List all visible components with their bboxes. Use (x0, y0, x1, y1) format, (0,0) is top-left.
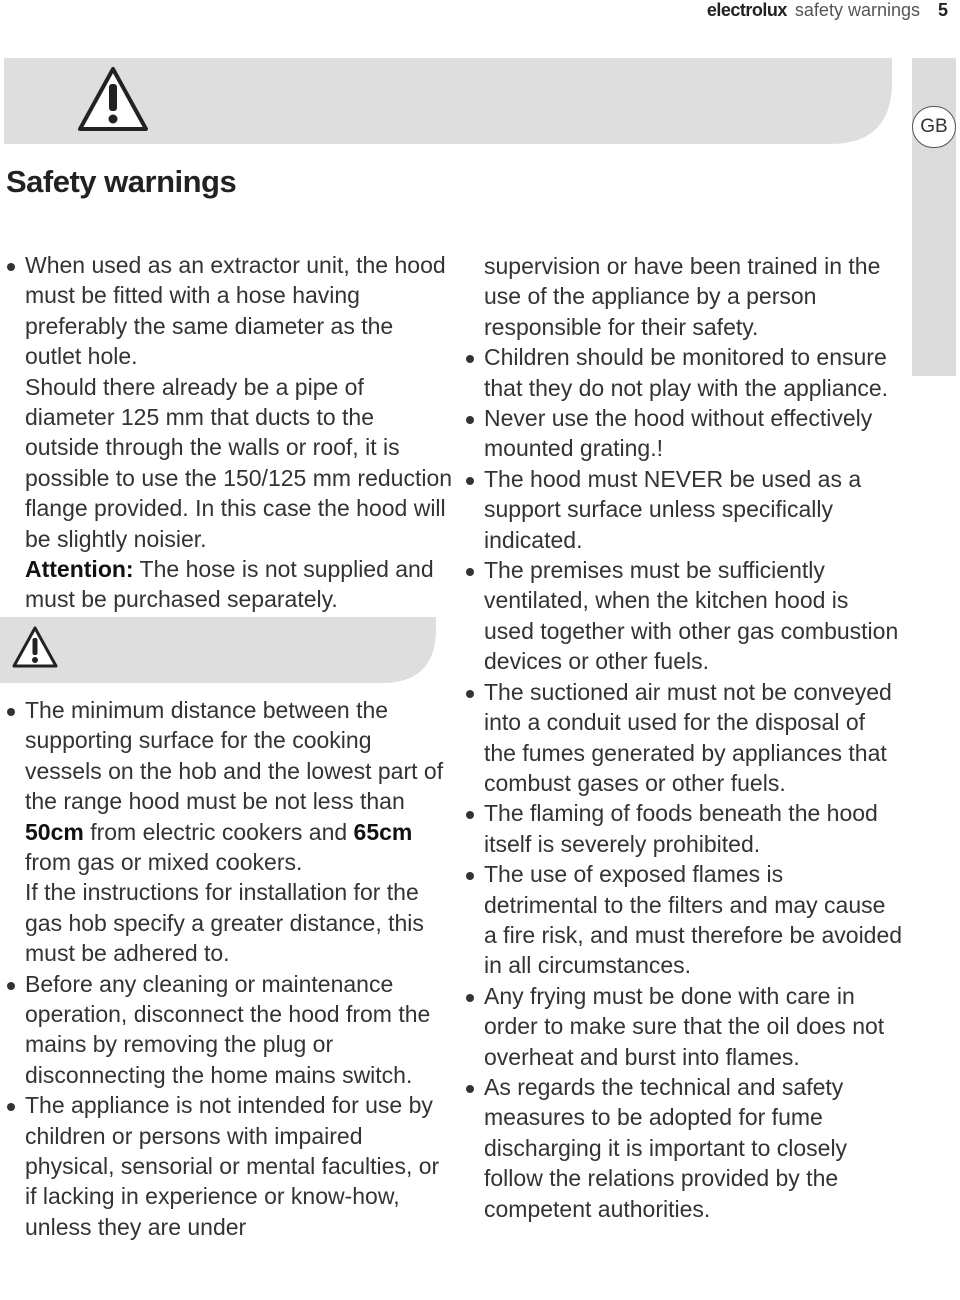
item-text: from electric cookers and (83, 818, 354, 845)
item-text: When used as an extractor unit, the hood must be fitted with a hose having preferably the same diameter as the outlet hole. (25, 252, 446, 370)
list-item: As regards the technical and safety measures to be adopted for fume discharging it is important to closely follow the relations provided by the competent authorities. (463, 1072, 903, 1224)
distance-gas: 65cm (353, 818, 413, 845)
language-badge: GB (912, 106, 956, 148)
warning-sub-banner (0, 617, 454, 697)
list-item: Before any cleaning or maintenance operation, disconnect the hood from the mains by removing the plug or disconnecting the home mains switch. (4, 969, 454, 1091)
list-item: The premises must be sufficiently ventilated, when the kitchen hood is used together with other gas combustion devices or other fuels. (463, 555, 903, 677)
item-text: If the instructions for installation for the gas hob specify a greater distance, this must be adhered to. (25, 879, 424, 967)
list-item: Never use the hood without effectively mounted grating.! (463, 403, 903, 464)
distance-electric: 50cm (25, 818, 84, 845)
list-item: The suctioned air must not be conveyed into a conduit used for the disposal of the fumes generated by appliances that combust gases or other fuels. (463, 677, 903, 799)
list-item: Any frying must be done with care in order to make sure that the oil does not overheat and burst into flames. (463, 981, 903, 1072)
attention-label: Attention: (25, 556, 134, 583)
item-text: Should there already be a pipe of diameter 125 mm that ducts to the outside through the walls or roof, it is possible to use the 150/125 mm reduction flange provided. In this case the hood will be slightly noisier. (25, 373, 453, 552)
warning-triangle-icon (76, 64, 150, 134)
list-item (4, 250, 454, 615)
right-column (463, 251, 903, 1224)
list-item: The hood must NEVER be used as a support surface unless specifically indicated. (463, 464, 903, 555)
item-text: The hose is not supplied and must be purchased separately. (25, 556, 434, 613)
list-item: Children should be monitored to ensure that they do not play with the appliance. (463, 342, 903, 403)
list-item: The appliance is not intended for use by children or persons with impaired physical, sensorial or mental faculties, or if lacking in experience or know-how, unless they are under (4, 1090, 454, 1242)
item-text: from gas or mixed cookers. (25, 848, 303, 875)
section-name: safety warnings (794, 0, 920, 20)
continued-text: supervision or have been trained in the use of the appliance by a person responsible for their safety. (484, 253, 881, 340)
warning-triangle-icon (12, 625, 58, 669)
item-text: The minimum distance between the supporting surface for the cooking vessels on the hob and the lowest part of the range hood must be not less than (25, 696, 444, 815)
running-header (707, 0, 948, 22)
page-number: 5 (937, 0, 948, 20)
page-title: Safety warnings (6, 164, 237, 199)
list-item: The flaming of foods beneath the hood itself is severely prohibited. (463, 798, 903, 859)
brand-name: electrolux (706, 0, 787, 20)
left-column (4, 250, 454, 1242)
list-item: The use of exposed flames is detrimental to the filters and may cause a fire risk, and must therefore be avoided in all circumstances. (463, 859, 903, 981)
list-item (4, 695, 454, 969)
